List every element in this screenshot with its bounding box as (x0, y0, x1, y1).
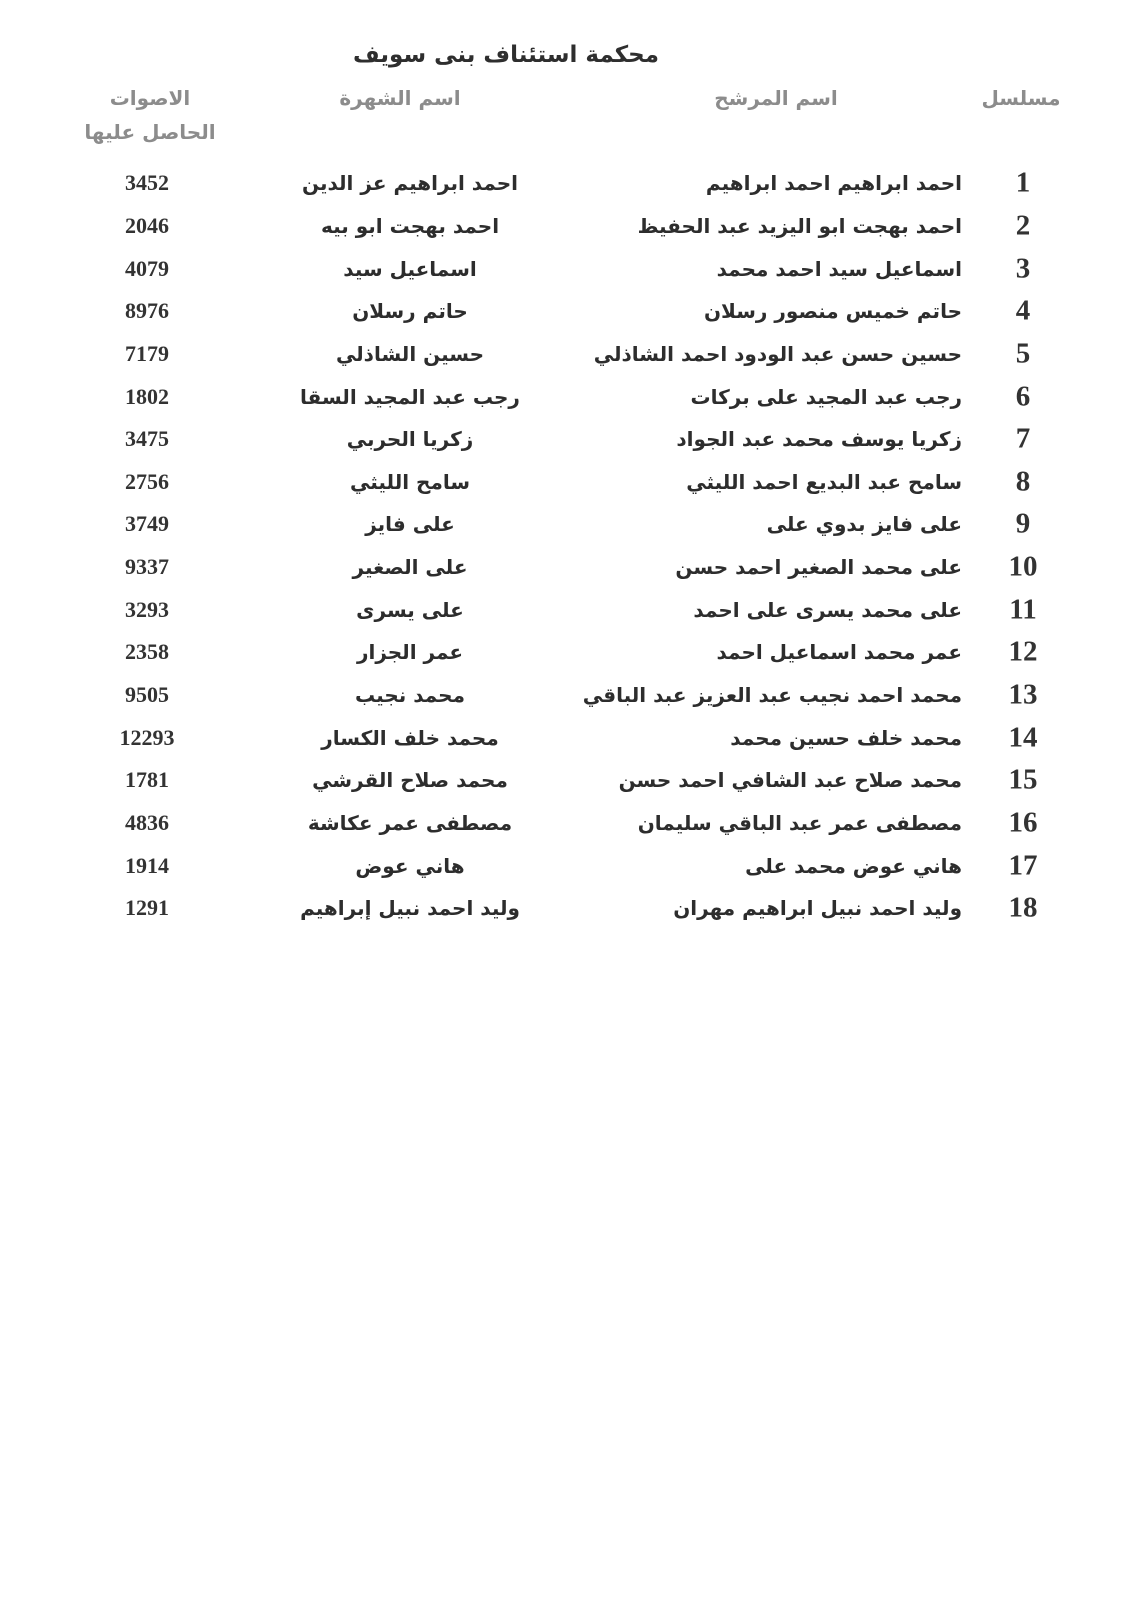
serial-cell: 4 (1015, 294, 1031, 327)
table-row (0, 887, 1131, 930)
table-row (0, 716, 1131, 759)
votes-cell: 8976 (125, 298, 169, 324)
serial-cell: 3 (1015, 252, 1031, 285)
table-row (0, 460, 1131, 503)
table-row (0, 333, 1131, 376)
nickname-cell: سامح الليثي (349, 469, 471, 494)
candidate-cell: حاتم خميس منصور رسلان (703, 299, 962, 324)
page-title: محكمة استئناف بنى سويف (353, 42, 659, 68)
table-row (0, 802, 1131, 845)
serial-cell: 2 (1015, 209, 1031, 242)
column-header-nickname: اسم الشهرة (339, 86, 461, 110)
serial-cell: 5 (1015, 337, 1031, 370)
serial-cell: 12 (1008, 635, 1038, 668)
table-row (0, 674, 1131, 717)
candidate-cell: رجب عبد المجيد على بركات (690, 384, 962, 409)
nickname-cell: على الصغير (352, 555, 468, 580)
table-row (0, 247, 1131, 290)
votes-cell: 1802 (125, 383, 169, 409)
serial-cell: 7 (1015, 422, 1031, 455)
serial-cell: 14 (1008, 721, 1038, 754)
candidate-cell: على محمد يسرى على احمد (693, 597, 962, 622)
serial-cell: 8 (1015, 465, 1031, 498)
candidate-cell: هاني عوض محمد على (745, 853, 962, 878)
table-row (0, 759, 1131, 802)
serial-cell: 6 (1015, 380, 1031, 413)
nickname-cell: احمد ابراهيم عز الدين (301, 171, 519, 196)
candidate-cell: محمد احمد نجيب عبد العزيز عبد الباقي (582, 683, 962, 707)
serial-cell: 1 (1015, 166, 1031, 199)
nickname-cell: على فايز (365, 512, 455, 537)
candidate-cell: وليد احمد نبيل ابراهيم مهران (673, 896, 962, 921)
votes-cell: 9337 (125, 554, 169, 580)
candidate-cell: زكريا يوسف محمد عبد الجواد (676, 427, 962, 452)
votes-cell: 3452 (125, 170, 169, 196)
votes-cell: 2046 (125, 212, 169, 238)
serial-cell: 11 (1009, 593, 1037, 626)
table-row (0, 205, 1131, 248)
nickname-cell: محمد صلاح القرشي (312, 768, 508, 793)
votes-cell: 3749 (125, 511, 169, 537)
nickname-cell: محمد نجيب (355, 683, 465, 707)
table-row (0, 631, 1131, 674)
table-row (0, 503, 1131, 546)
votes-cell: 1781 (125, 767, 169, 793)
nickname-cell: مصطفى عمر عكاشة (307, 810, 513, 835)
votes-cell: 4836 (125, 809, 169, 835)
table-row (0, 290, 1131, 333)
candidate-cell: اسماعيل سيد احمد محمد (716, 256, 962, 281)
votes-cell: 1914 (125, 852, 169, 878)
nickname-cell: على يسرى (356, 597, 464, 622)
candidate-cell: احمد بهجت ابو اليزيد عبد الحفيظ (637, 213, 962, 238)
nickname-cell: رجب عبد المجيد السقا (300, 384, 520, 409)
table-row (0, 162, 1131, 205)
nickname-cell: محمد خلف الكسار (321, 725, 499, 750)
candidate-cell: احمد ابراهيم احمد ابراهيم (705, 171, 962, 196)
serial-cell: 13 (1008, 678, 1038, 711)
table-row (0, 844, 1131, 887)
serial-cell: 10 (1008, 550, 1038, 583)
serial-cell: 18 (1008, 891, 1038, 924)
candidate-cell: محمد صلاح عبد الشافي احمد حسن (618, 768, 962, 793)
votes-cell: 1291 (125, 895, 169, 921)
nickname-cell: حاتم رسلان (352, 299, 468, 324)
serial-cell: 9 (1015, 507, 1031, 540)
votes-cell: 3293 (125, 596, 169, 622)
column-header-votes-line1: الاصوات (109, 86, 191, 110)
column-header-candidate: اسم المرشح (714, 86, 838, 110)
nickname-cell: هاني عوض (355, 853, 465, 878)
votes-cell: 2358 (125, 639, 169, 665)
table-rows (0, 162, 1131, 930)
table-row (0, 546, 1131, 589)
table-row (0, 588, 1131, 631)
candidate-cell: محمد خلف حسين محمد (730, 725, 962, 750)
serial-cell: 16 (1008, 806, 1038, 839)
votes-cell: 2756 (125, 468, 169, 494)
serial-cell: 15 (1008, 763, 1038, 796)
column-header-votes-line2: الحاصل عليها (84, 120, 216, 144)
nickname-cell: اسماعيل سيد (343, 256, 477, 281)
nickname-cell: وليد احمد نبيل إبراهيم (300, 896, 520, 921)
nickname-cell: احمد بهجت ابو بيه (320, 213, 500, 238)
votes-cell: 3475 (125, 426, 169, 452)
nickname-cell: عمر الجزار (356, 640, 464, 665)
column-header-serial: مسلسل (981, 86, 1061, 110)
nickname-cell: حسين الشاذلي (335, 341, 485, 366)
candidate-cell: على فايز بدوي على (766, 512, 962, 537)
votes-cell: 7179 (125, 340, 169, 366)
votes-cell: 12293 (119, 724, 175, 750)
table-row (0, 418, 1131, 461)
candidate-cell: سامح عبد البديع احمد الليثي (686, 469, 962, 494)
votes-cell: 9505 (125, 682, 169, 707)
nickname-cell: زكريا الحربي (346, 427, 474, 452)
votes-cell: 4079 (125, 255, 169, 281)
candidate-cell: مصطفى عمر عبد الباقي سليمان (637, 810, 962, 835)
candidate-cell: على محمد الصغير احمد حسن (675, 555, 962, 580)
candidate-cell: عمر محمد اسماعيل احمد (716, 640, 962, 665)
table-row (0, 375, 1131, 418)
candidate-cell: حسين حسن عبد الودود احمد الشاذلي (593, 341, 962, 366)
serial-cell: 17 (1008, 849, 1038, 882)
